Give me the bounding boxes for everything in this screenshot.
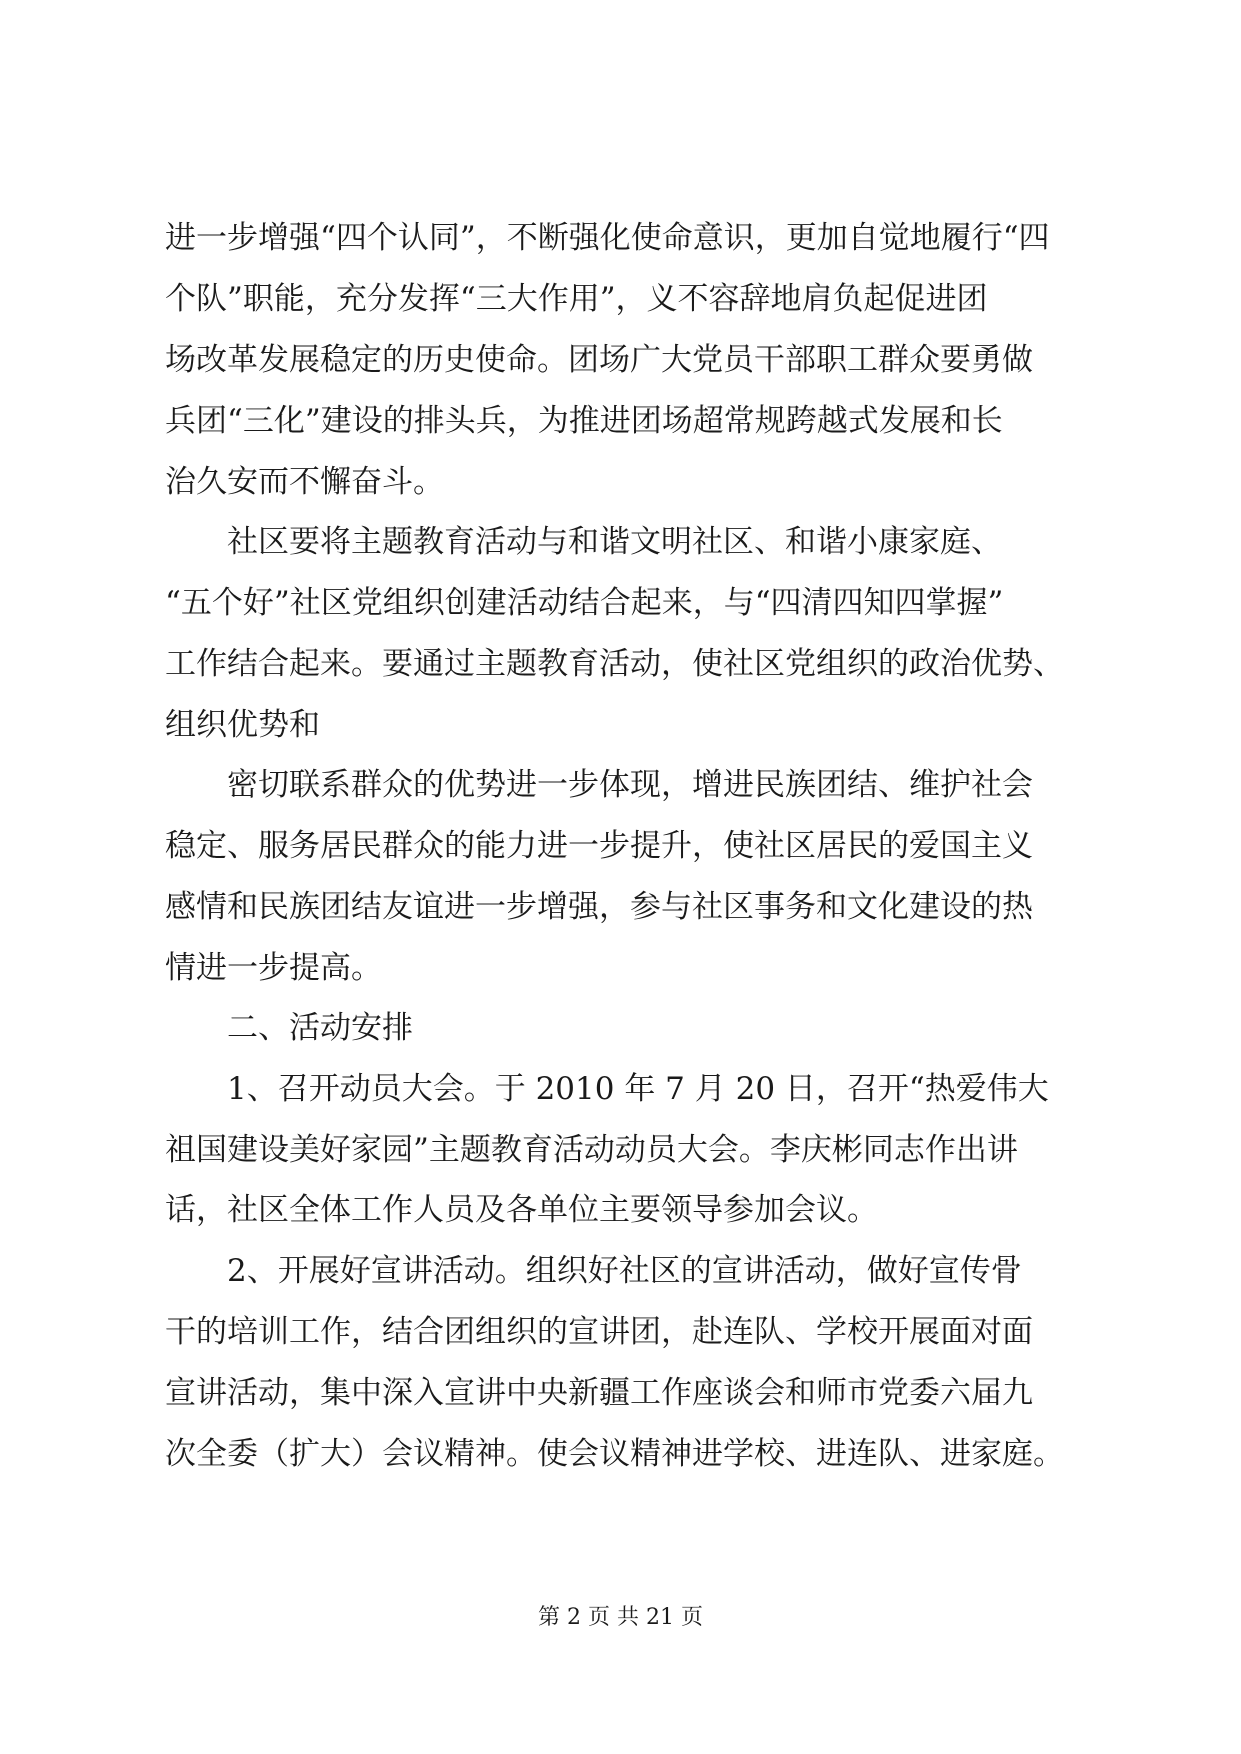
text-line: 个队”职能，充分发挥“三大作用”，义不容辞地肩负起促进团 <box>165 281 988 317</box>
text-line: 社区要将主题教育活动与和谐文明社区、和谐小康家庭、 <box>227 524 1002 560</box>
text-line: 宣讲活动，集中深入宣讲中央新疆工作座谈会和师市党委六届九 <box>165 1375 1033 1411</box>
text-line: 治久安而不懈奋斗。 <box>165 464 444 500</box>
text-line: 感情和民族团结友谊进一步增强，参与社区事务和文化建设的热 <box>165 889 1033 925</box>
text-line: 1、召开动员大会。于 2010 年 7 月 20 日，召开“热爱伟大 <box>227 1071 1049 1107</box>
text-line: 工作结合起来。要通过主题教育活动，使社区党组织的政治优势、 <box>165 646 1064 682</box>
text-line: 稳定、服务居民群众的能力进一步提升，使社区居民的爱国主义 <box>165 828 1033 864</box>
page-number-footer: 第 2 页 共 21 页 <box>538 1605 703 1630</box>
text-line: 干的培训工作，结合团组织的宣讲团，赴连队、学校开展面对面 <box>165 1314 1033 1350</box>
text-line: 祖国建设美好家园”主题教育活动动员大会。李庆彬同志作出讲 <box>165 1132 1018 1168</box>
text-line: 话，社区全体工作人员及各单位主要领导参加会议。 <box>165 1192 878 1228</box>
text-line: 兵团“三化”建设的排头兵，为推进团场超常规跨越式发展和长 <box>165 403 1003 439</box>
text-line: “五个好”社区党组织创建活动结合起来，与“四清四知四掌握” <box>165 585 1004 621</box>
section-heading: 二、活动安排 <box>227 1010 413 1046</box>
text-line: 密切联系群众的优势进一步体现，增进民族团结、维护社会 <box>227 767 1033 803</box>
text-line: 次全委（扩大）会议精神。使会议精神进学校、进连队、进家庭。 <box>165 1436 1064 1472</box>
text-line: 场改革发展稳定的历史使命。团场广大党员干部职工群众要勇做 <box>165 342 1033 378</box>
text-line: 组织优势和 <box>165 707 320 743</box>
text-line: 2、开展好宣讲活动。组织好社区的宣讲活动，做好宣传骨 <box>227 1253 1022 1289</box>
text-line: 情进一步提高。 <box>165 950 382 986</box>
text-line: 进一步增强“四个认同”，不断强化使命意识，更加自觉地履行“四 <box>165 220 1050 256</box>
